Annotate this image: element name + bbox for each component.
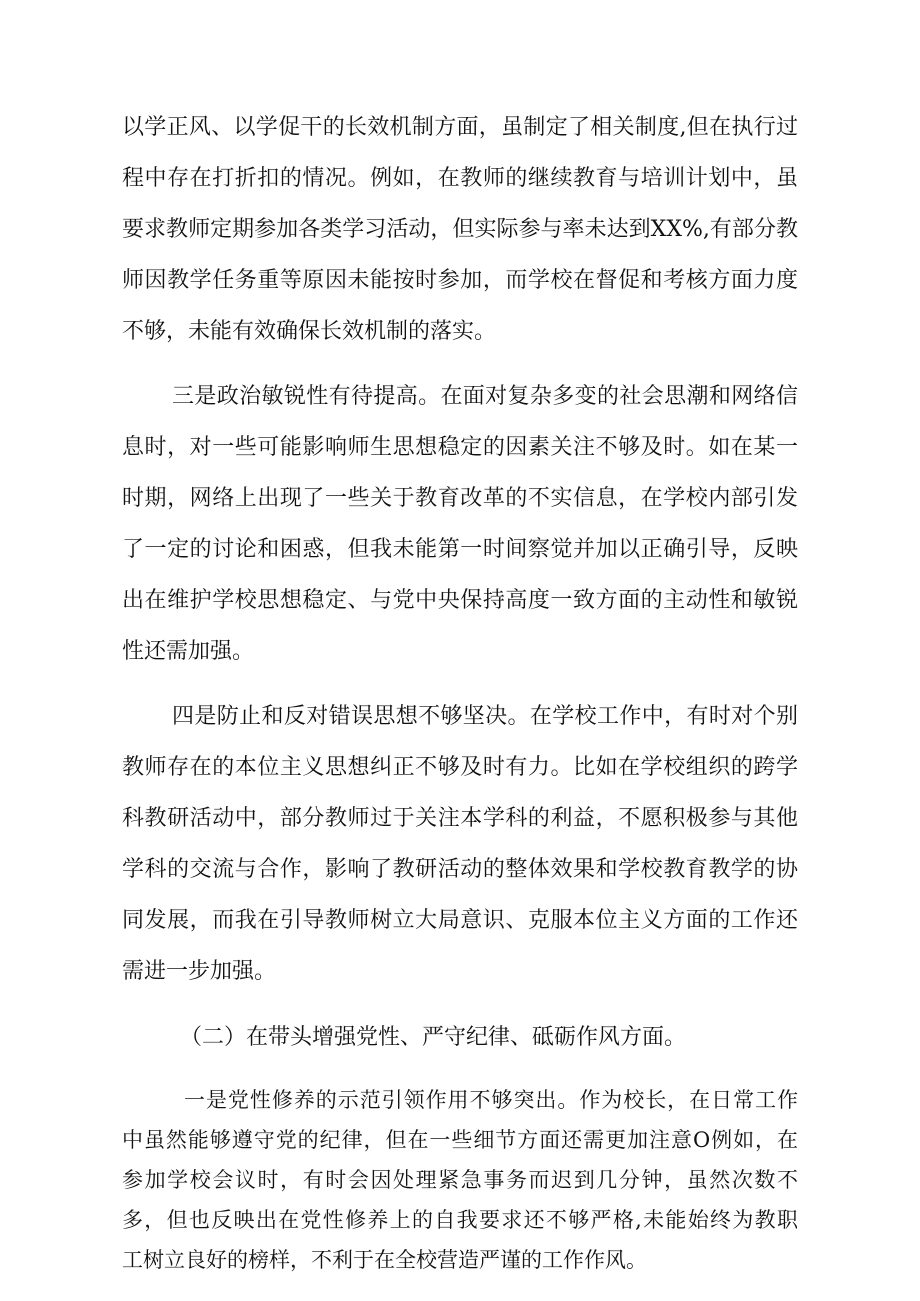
text-line: 不够，未能有效确保长效机制的落实。 [122,319,497,344]
text-line: 要求教师定期参加各类学习活动，但实际参与率未达到XX%,有部分教 [122,217,798,242]
text-line: 中虽然能够遵守党的纪律，但在一些细节方面还需更加注意O例如，在 [122,1128,798,1152]
text-line: 科教研活动中，部分教师过于关注本学科的利益，不愿积极参与其他 [122,806,798,831]
text-line: 时期，网络上出现了一些关于教育改革的不实信息，在学校内部引发 [122,486,798,511]
paragraph-heading-line: 一是党性修养的示范引领作用不够突出。作为校长，在日常工作 [184,1088,798,1112]
text-line: 多，但也反映出在党性修养上的自我要求还不够严格,未能始终为教职 [122,1208,798,1232]
text-line: 工树立良好的榜样，不利于在全校营造严谨的工作作风。 [122,1248,647,1272]
text-line: 教师存在的本位主义思想纠正不够及时有力。比如在学校组织的跨学 [122,755,798,780]
text-line: 参加学校会议时，有时会因处理紧急事务而迟到几分钟，虽然次数不 [122,1168,798,1192]
paragraph-heading-line: 四是防止和反对错误思想不够坚决。在学校工作中，有时对个别 [172,704,798,729]
text-line: 师因教学任务重等原因未能按时参加，而学校在督促和考核方面力度 [122,268,798,293]
text-line: 出在维护学校思想稳定、与党中央保持高度一致方面的主动性和敏锐 [122,588,798,613]
text-line: 需进一步加强。 [122,959,277,984]
paragraph-heading-line: 三是政治敏锐性有待提高。在面对复杂多变的社会思潮和网络信 [172,384,798,409]
text-line: 了一定的讨论和困惑，但我未能第一时间察觉并加以正确引导，反映 [122,537,798,562]
text-line: 以学正风、以学促干的长效机制方面，虽制定了相关制度,但在执行过 [122,115,798,140]
text-line: 同发展，而我在引导教师树立大局意识、克服本位主义方面的工作还 [122,908,798,933]
text-line: 性还需加强。 [122,639,255,664]
text-line: 程中存在打折扣的情况。例如，在教师的继续教育与培训计划中，虽 [122,166,798,191]
section-heading: （二）在带头增强党性、严守纪律、砥砺作风方面。 [180,1025,687,1050]
text-line: 学科的交流与合作，影响了教研活动的整体效果和学校教育教学的协 [122,857,798,882]
text-line: 息时，对一些可能影响师生思想稳定的因素关注不够及时。如在某一 [122,435,798,460]
